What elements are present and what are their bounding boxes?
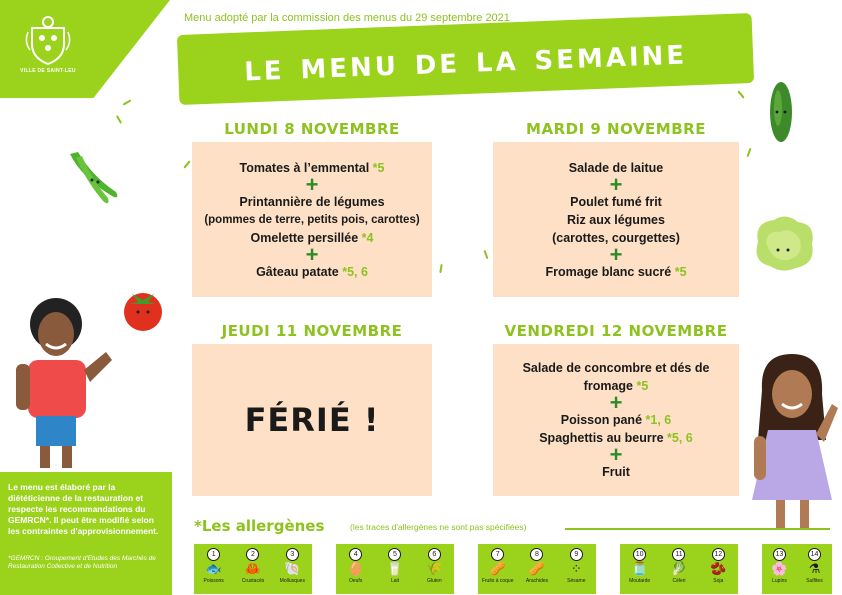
- city-logo: [20, 14, 76, 84]
- allergen-item: [234, 548, 272, 584]
- allergen-number: 6: [428, 548, 441, 561]
- allergen-number: 5: [388, 548, 401, 561]
- page-title: le menu de la semaine: [243, 29, 688, 89]
- allergen-group: [478, 544, 596, 594]
- city-crest-icon: [24, 14, 72, 66]
- allergen-number: 3: [286, 548, 299, 561]
- allergen-number: 13: [773, 548, 786, 561]
- menu-item: Tomates à l’emmental *5: [239, 160, 385, 175]
- allergen-label: Poissons: [203, 578, 224, 584]
- allergen-number: 2: [246, 548, 259, 561]
- day-title-monday: LUNDI 8 NOVEMBRE: [224, 120, 400, 138]
- allergen-label: Soja: [713, 578, 724, 584]
- menu-item: Riz aux légumes: [567, 212, 665, 227]
- menu-item-detail: (pommes de terre, petits pois, carottes): [204, 213, 420, 226]
- wheat-icon: 🌾: [426, 561, 443, 576]
- allergen-label: Gluten: [426, 578, 442, 584]
- flask-icon: ⚗: [808, 561, 821, 576]
- cucumber-icon: [766, 78, 796, 146]
- menu-card-monday: [192, 142, 432, 297]
- plus-icon: +: [609, 390, 623, 415]
- day-title-friday: VENDREDI 12 NOVEMBRE: [504, 322, 728, 340]
- plus-icon: +: [609, 171, 623, 197]
- menu-item: Fruit: [602, 465, 630, 479]
- sesame-icon: ⁘: [570, 561, 582, 576]
- allergen-label: Moutarde: [629, 578, 651, 584]
- allergen-item: [273, 548, 311, 584]
- eggs-icon: 🥚: [347, 561, 364, 576]
- allergen-item: [699, 548, 737, 584]
- peanut-icon: 🥜: [528, 561, 546, 576]
- menu-item: Salade de concombre et dés de: [522, 361, 710, 375]
- allergen-number: 7: [491, 548, 504, 561]
- plus-icon: +: [305, 171, 319, 197]
- allergen-item: [376, 548, 414, 584]
- allergen-item: [415, 548, 453, 584]
- mustard-icon: 🫙: [631, 561, 648, 576]
- menu-item: Poulet fumé frit: [570, 194, 662, 209]
- lettuce-icon: [752, 212, 818, 274]
- day-title-tuesday: MARDI 9 NOVEMBRE: [526, 120, 706, 138]
- soy-icon: 🫘: [710, 561, 727, 576]
- menu-item: Printannière de légumes: [239, 194, 385, 209]
- info-box: [0, 472, 172, 595]
- allergen-item: [797, 548, 832, 584]
- nuts-icon: 🥜: [489, 561, 506, 576]
- fish-icon: 🐟: [205, 561, 222, 576]
- gemrcn-note: *GEMRCN : Groupement d'Etudes des Marchés de Restauration Collective et de Nutrition: [8, 555, 156, 570]
- plus-icon: +: [305, 241, 319, 267]
- allergen-number: 14: [808, 548, 821, 561]
- allergen-label: Sulfites: [806, 578, 823, 584]
- adoption-note: Menu adopté par la commission des menus du 29 septembre 2021: [184, 12, 510, 24]
- allergen-number: 10: [633, 548, 646, 561]
- menu-card-tuesday: [493, 142, 739, 297]
- allergen-number: 12: [712, 548, 725, 561]
- menu-item: Gâteau patate *5, 6: [256, 264, 368, 279]
- allergen-item: [479, 548, 517, 584]
- allergen-number: 4: [349, 548, 362, 561]
- allergen-label: Arachides: [525, 578, 549, 584]
- shell-icon: 🐚: [284, 561, 301, 576]
- menu-item: Spaghettis au beurre *5, 6: [539, 431, 693, 445]
- menu-item: Salade de laitue: [568, 160, 664, 175]
- allergen-label: Oeufs: [348, 578, 363, 584]
- green-bean-icon: [62, 148, 124, 208]
- celery-icon: 🥬: [670, 561, 688, 576]
- allergens-title: *Les allergènes: [194, 517, 325, 535]
- allergen-item: [762, 548, 797, 584]
- allergen-group: [620, 544, 738, 594]
- allergen-number: 1: [207, 548, 220, 561]
- allergen-item: [557, 548, 595, 584]
- menu-item: Poisson pané *1, 6: [560, 413, 672, 427]
- menu-item-detail: (carottes, courgettes): [552, 230, 680, 245]
- menu-item: Omelette persillée *4: [250, 230, 374, 245]
- divider: [565, 528, 830, 530]
- boy-illustration: [10, 290, 118, 470]
- allergen-group: [194, 544, 312, 594]
- title-banner: [177, 13, 754, 105]
- allergen-item: [195, 548, 233, 584]
- allergen-item: [660, 548, 698, 584]
- allergen-number: 8: [530, 548, 543, 561]
- allergen-label: Fruits à coque: [481, 578, 514, 584]
- allergen-label: Lupins: [772, 578, 787, 584]
- info-text: Le menu est élaboré par la diététicienne de la restauration et respecte les recommandations du GEMRCN*. Il peut être modifié selon les contraintes d'approvisionnement.: [8, 482, 159, 536]
- allergen-label: Crustacés: [241, 578, 265, 584]
- allergen-label: Céleri: [672, 578, 686, 584]
- allergen-label: Mollusques: [279, 578, 305, 584]
- allergen-number: 9: [570, 548, 583, 561]
- plus-icon: +: [609, 241, 623, 267]
- plus-icon: +: [609, 442, 623, 467]
- city-name: VILLE DE SAINT-LEU: [20, 68, 76, 74]
- allergen-group: [336, 544, 454, 594]
- tomato-icon: [120, 282, 166, 334]
- allergen-label: Sésame: [567, 578, 586, 584]
- milk-icon: 🥛: [386, 561, 404, 576]
- allergen-number: 11: [672, 548, 685, 561]
- day-title-thursday: JEUDI 11 NOVEMBRE: [221, 322, 403, 340]
- allergen-group: [762, 544, 832, 594]
- menu-card-thursday: [192, 344, 432, 496]
- allergens-note: (les traces d'allergènes ne sont pas spécifiées): [350, 522, 527, 532]
- allergen-item: [621, 548, 659, 584]
- menu-item: Fromage blanc sucré *5: [545, 264, 687, 279]
- menu-card-friday: [493, 344, 739, 496]
- allergen-label: Lait: [390, 578, 400, 584]
- holiday-label: FÉRIÉ !: [244, 401, 380, 439]
- crab-icon: 🦀: [244, 561, 262, 576]
- menu-item: fromage *5: [583, 379, 649, 393]
- allergen-item: [518, 548, 556, 584]
- allergen-item: [337, 548, 375, 584]
- lupin-icon: 🌸: [771, 561, 788, 576]
- girl-illustration: [748, 350, 840, 530]
